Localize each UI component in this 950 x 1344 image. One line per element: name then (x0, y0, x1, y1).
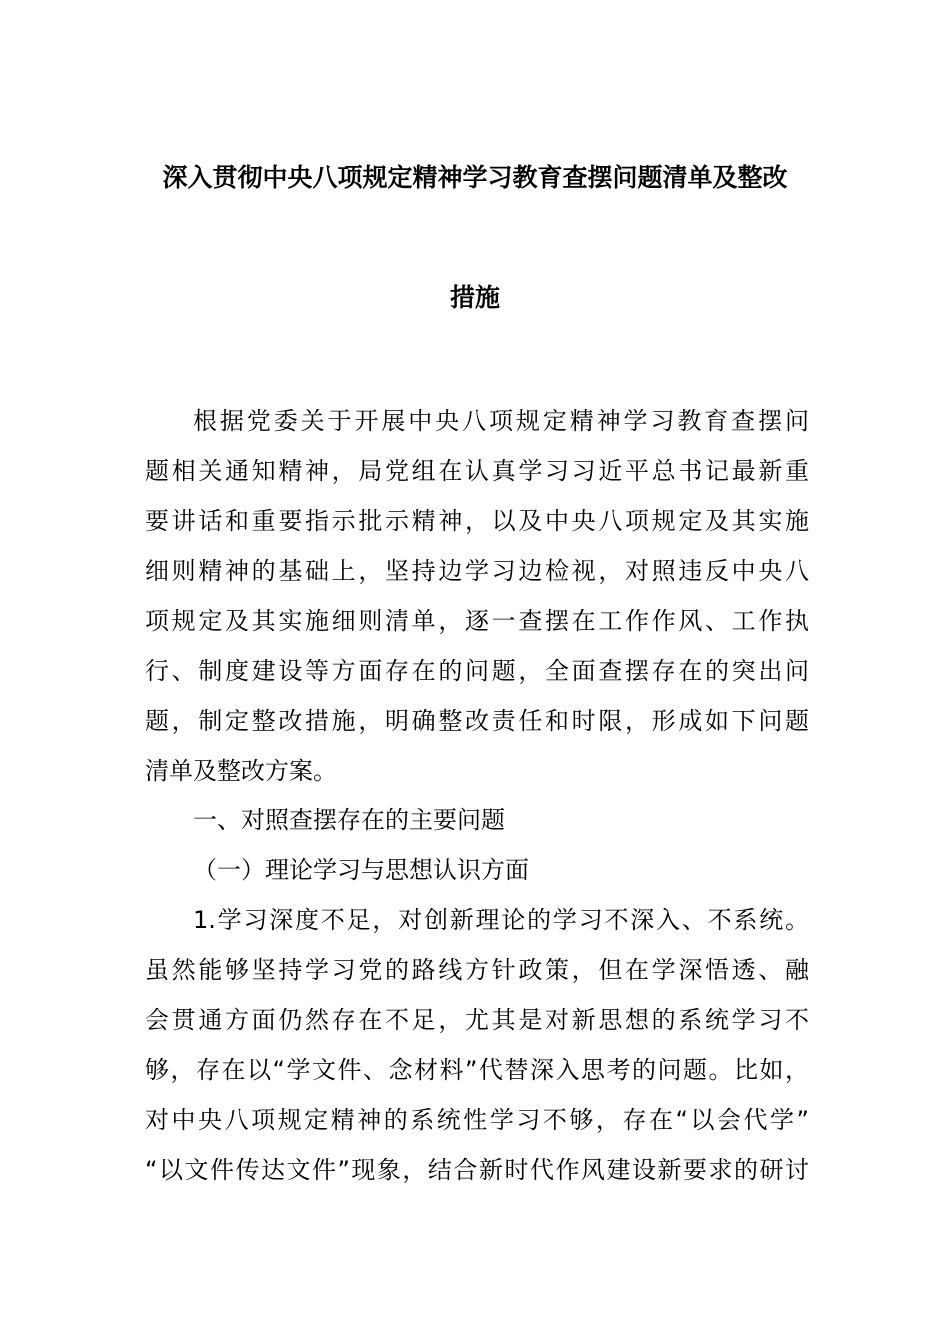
item1-line: 1.学习深度不足，对创新理论的学习不深入、不系统。 (193, 906, 809, 934)
document-title-line-1: 深入贯彻中央八项规定精神学习教育查摆问题清单及整改 (162, 163, 788, 192)
intro-line: 题，制定整改措施，明确整改责任和时限，形成如下问题 (145, 707, 809, 735)
intro-line: 细则精神的基础上，坚持边学习边检视，对照违反中央八 (145, 557, 809, 585)
subsection-heading: （一）理论学习与思想认识方面 (193, 856, 529, 884)
intro-line: 清单及整改方案。 (145, 757, 337, 785)
intro-line: 行、制度建设等方面存在的问题，全面查摆存在的突出问 (145, 657, 809, 685)
document-title-line-2: 措施 (449, 283, 500, 312)
item1-line: 够，存在以“学文件、念材料”代替深入思考的问题。比如， (145, 1056, 809, 1084)
item1-line: “以文件传达文件”现象，结合新时代作风建设新要求的研讨 (145, 1156, 809, 1184)
section-heading: 一、对照查摆存在的主要问题 (193, 806, 505, 834)
intro-line: 题相关通知精神，局党组在认真学习习近平总书记最新重 (145, 457, 809, 485)
intro-line: 项规定及其实施细则清单，逐一查摆在工作作风、工作执 (145, 607, 809, 635)
intro-line: 根据党委关于开展中央八项规定精神学习教育查摆问 (193, 407, 809, 435)
intro-line: 要讲话和重要指示批示精神，以及中央八项规定及其实施 (145, 507, 809, 535)
item1-line: 对中央八项规定精神的系统性学习不够，存在“以会代学” (145, 1106, 809, 1134)
item1-line: 虽然能够坚持学习党的路线方针政策，但在学深悟透、融 (145, 956, 809, 984)
item1-line: 会贯通方面仍然存在不足，尤其是对新思想的系统学习不 (145, 1006, 809, 1034)
